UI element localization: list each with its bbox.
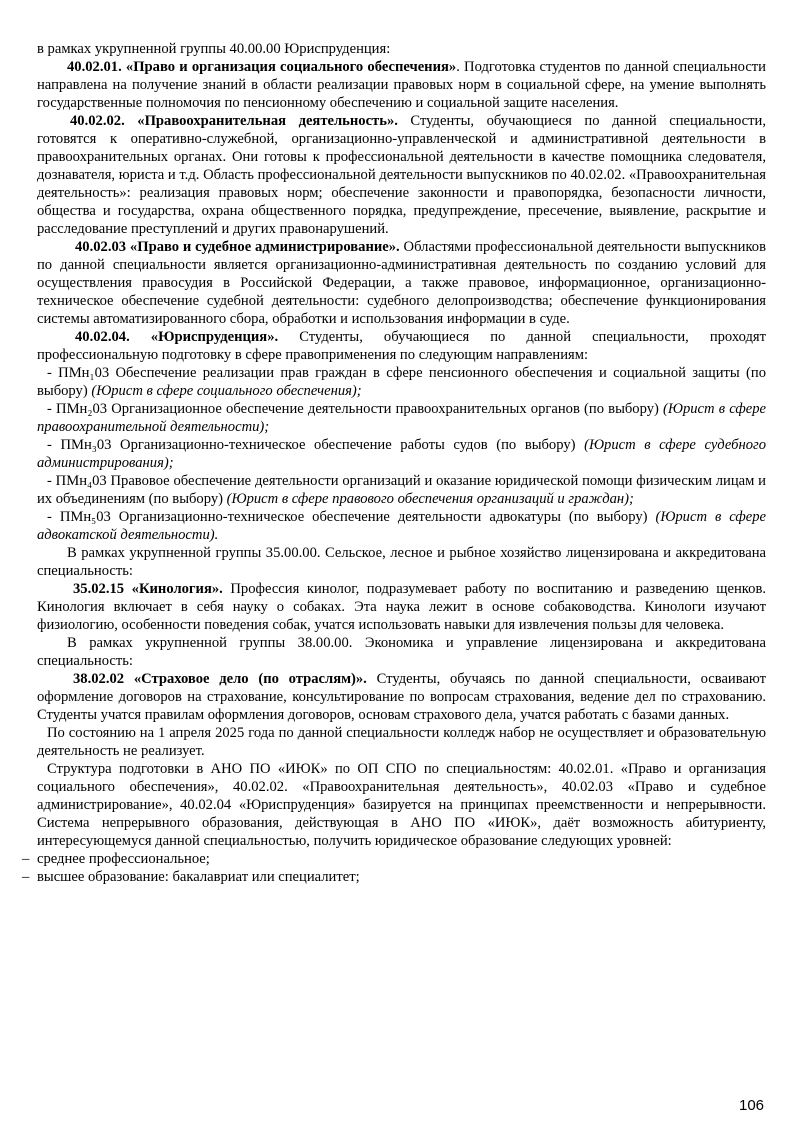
status-note: По состоянию на 1 апреля 2025 года по данной специальности колледж набор не осуществляет и образовательную деятельность не реализует. [37, 725, 766, 759]
direction-item [37, 472, 766, 508]
document-body [22, 40, 767, 886]
group-38-paragraph: В рамках укрупненной группы 38.00.00. Экономика и управление лицензирована и аккредитована специальность: [37, 635, 766, 669]
section-heading: 40.02.01. «Право и организация социального обеспечения» [67, 59, 457, 75]
direction-text: - ПМн₁03 Обеспечение реализации прав граждан в сфере пенсионного обеспечения и социальной защиты (по выбору) [37, 365, 766, 399]
direction-text: - ПМн₅03 Организационно-техническое обеспечение деятельности адвокатуры (по выбору) [47, 509, 656, 525]
group-35-paragraph: В рамках укрупненной группы 35.00.00. Сельское, лесное и рыбное хозяйство лицензирована и аккредитована специальность: [37, 545, 766, 579]
direction-item [37, 364, 766, 400]
direction-text: - ПМн₃03 Организационно-техническое обеспечение работы судов (по выбору) [47, 437, 585, 453]
intro-line: в рамках укрупненной группы 40.00.00 Юриспруденция: [37, 41, 391, 57]
section-heading: 35.02.15 «Кинология». [73, 581, 223, 597]
level-item [22, 868, 766, 886]
section-40-02-04 [37, 328, 766, 364]
section-40-02-02 [37, 112, 766, 238]
level-item [22, 850, 766, 868]
structure-paragraph: Структура подготовки в АНО ПО «ИЮК» по ОП СПО по специальностям: 40.02.01. «Право и организация социального обеспечения», 40.02.02. «Правоохранительная деятельность», 40.02.03 «Право и судебное администрирование», 40.02.04 «Юриспруденция» базируется на принципах преемственности и непрерывности. Система непрерывного образования, действующая в АНО ПО «ИЮК», даёт возможность абитуриенту, интересующемуся данной специальностью, получить юридическое образование следующих уровней: [37, 761, 766, 849]
section-heading: 40.02.03 «Право и судебное администрирование». [75, 239, 400, 255]
direction-role: (Юрист в сфере правового обеспечения организаций и граждан); [226, 491, 634, 507]
section-35-02-15 [37, 580, 766, 634]
direction-text: - ПМн₂03 Организационное обеспечение деятельности правоохранительных органов (по выбору) [47, 401, 664, 417]
section-text: Студенты, обучаясь по данной специальности, осваивают оформление договоров на страхование, консультирование по вопросам страхования, ведение дел по страхованию. Студенты учатся правилам оформления договоров, основам страхового дела, учатся работать с базами данных. [37, 671, 767, 723]
bullet-dash: – [22, 851, 30, 867]
direction-item [37, 436, 766, 472]
direction-role: (Юрист в сфере судебного администрирования); [37, 437, 766, 471]
direction-item [37, 400, 766, 436]
section-text: Студенты, обучающиеся по данной специальности, проходят профессиональную подготовку в сфере правоприменения по следующим направлениям: [37, 329, 767, 363]
direction-role: (Юрист в сфере правоохранительной деятельности); [37, 401, 766, 435]
section-40-02-01 [37, 58, 766, 112]
page-number: 106 [739, 1097, 765, 1114]
level-text: среднее профессиональное; [37, 851, 210, 867]
section-40-02-03 [37, 238, 766, 328]
section-text: Студенты, обучающиеся по данной специальности, готовятся к оперативно-служебной, организационно-управленческой и административной деятельности в правоохранительных органах. Они готовы к профессиональной деятельности в качестве помощника следователя, дознавателя, юриста и т.д. Область профессиональной деятельности выпускников по 40.02.02. «Правоохранительная деятельность»: реализация правовых норм; обеспечение законности и правопорядка, безопасности личности, общества и государства, охрана общественного порядка, предупреждение, пресечение, выявление, раскрытие и расследование преступлений и других правонарушений. [37, 113, 766, 237]
bullet-dash: – [22, 869, 30, 885]
direction-role: (Юрист в сфере адвокатской деятельности). [37, 509, 766, 543]
section-text: Профессия кинолог, подразумевает работу по воспитанию и разведению щенков. Кинология включает в себя науку о собаках. Эта наука лежит в основе собаководства. Кинологи изучают физиологию, особенности поведения собак, учатся использовать навыки для извлечения пользы для человека. [37, 581, 766, 633]
section-heading: 40.02.02. «Правоохранительная деятельность». [70, 113, 398, 129]
direction-item [37, 508, 766, 544]
direction-text: - ПМн₄03 Правовое обеспечение деятельности организаций и оказание юридической помощи физическим лицам и их объединениям (по выбору) [37, 473, 766, 507]
section-text: Областями профессиональной деятельности выпускников по данной специальности является организационно-административная деятельность по созданию условий для осуществления правосудия в Российской Федерации, а также правовое, информационное, организационно-техническое обеспечение судебной деятельности: судебного делопроизводства; обеспечение функционирования системы автоматизированного сбора, обработки и использования информации в суде. [37, 239, 766, 327]
direction-role: (Юрист в сфере социального обеспечения); [91, 383, 362, 399]
section-text: . Подготовка студентов по данной специальности направлена на получение знаний в области реализации правовых норм в социальной сфере, на умение выполнять государственные полномочия по пенсионному обеспечению и социальной защите населения. [37, 59, 766, 111]
section-heading: 38.02.02 «Страховое дело (по отраслям)». [73, 671, 367, 687]
level-text: высшее образование: бакалавриат или специалитет; [37, 869, 360, 885]
section-38-02-02 [37, 670, 766, 724]
section-heading: 40.02.04. «Юриспруденция». [75, 329, 279, 345]
